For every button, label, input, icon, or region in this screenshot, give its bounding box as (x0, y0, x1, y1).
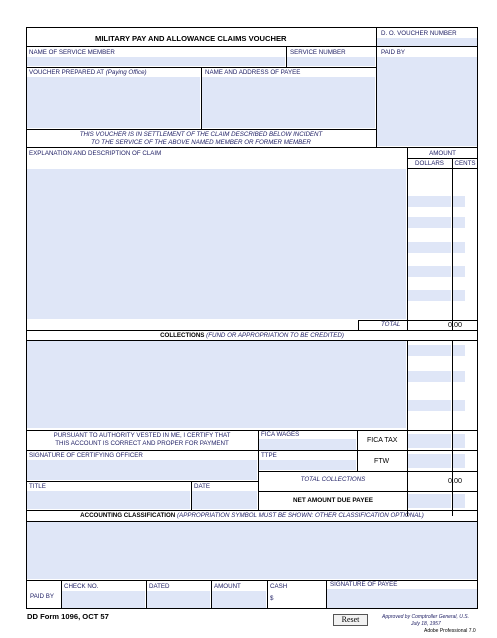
service-number-label: SERVICE NUMBER (290, 49, 346, 56)
amount-dollars-field-4[interactable] (408, 266, 451, 277)
divider (267, 580, 268, 609)
collections-field[interactable] (27, 341, 406, 428)
amount-bottom-label: AMOUNT (214, 583, 241, 590)
divider (26, 330, 478, 331)
date-label: DATE (194, 483, 211, 490)
title-field[interactable] (27, 491, 190, 509)
fica-tax-label: FICA TAX (367, 437, 398, 444)
check-no-label: CHECK NO. (64, 583, 99, 590)
certify-line2: THIS ACCOUNT IS CORRECT AND PROPER FOR PAYMENT (55, 440, 229, 447)
approved-line2: July 18, 1957 (411, 621, 441, 627)
settlement-statement-line1: THIS VOUCHER IS IN SETTLEMENT OF THE CLAIM DESCRIBED BELOW INCIDENT (79, 131, 323, 138)
reset-button[interactable]: Reset (333, 614, 368, 626)
accounting-note: (APPROPRIATION SYMBOL MUST BE SHOWN: OTHER CLASSIFICATION OPTIONAL) (177, 512, 424, 519)
divider (407, 340, 408, 516)
divider (26, 580, 478, 581)
amount-cents-field-3[interactable] (453, 242, 465, 253)
collection-cents-field-1[interactable] (453, 345, 465, 356)
service-member-name-label: NAME OF SERVICE MEMBER (29, 49, 115, 56)
fica-wages-label: FICA WAGES (261, 431, 300, 438)
dated-field[interactable] (147, 591, 210, 608)
divider (407, 168, 478, 169)
collection-dollars-field-1[interactable] (408, 345, 451, 356)
cents-header: CENTS (454, 160, 476, 167)
date-field[interactable] (192, 491, 257, 509)
form-id: DD Form 1096, OCT 57 (27, 612, 109, 621)
cash-label: CASH (270, 583, 288, 590)
collection-dollars-field-3[interactable] (408, 400, 451, 411)
do-voucher-number-field[interactable] (377, 38, 477, 46)
accounting-classification-field[interactable] (27, 522, 477, 579)
amount-dollars-field-2[interactable] (408, 217, 451, 228)
divider (258, 471, 478, 472)
total-value: 0.00 (448, 320, 462, 329)
settlement-statement-line2: TO THE SERVICE OF THE ABOVE NAMED MEMBER OR FORMER MEMBER (91, 139, 311, 146)
accounting-title: ACCOUNTING CLASSIFICATION (80, 512, 176, 519)
fica-wages-field[interactable] (259, 439, 356, 450)
voucher-prepared-at-field[interactable] (27, 77, 200, 128)
divider (452, 340, 453, 516)
divider (26, 510, 478, 511)
paying-office-note: (Paying Office) (105, 69, 147, 76)
divider (26, 147, 478, 148)
do-voucher-number-label: D. O. VOUCHER NUMBER (381, 30, 457, 37)
amount-dollars-field-1[interactable] (408, 196, 451, 207)
voucher-prepared-at-label (29, 70, 147, 76)
certify-line1: PURSUANT TO AUTHORITY VESTED IN ME, I CERTIFY THAT (53, 432, 231, 439)
amount-cents-field-5[interactable] (453, 290, 465, 301)
divider (358, 320, 359, 330)
collection-dollars-field-2[interactable] (408, 371, 451, 382)
amount-dollars-field-5[interactable] (408, 290, 451, 301)
service-number-field[interactable] (287, 57, 375, 66)
divider (26, 450, 478, 451)
paid-by-field[interactable] (377, 57, 477, 146)
collection-cents-field-3[interactable] (453, 400, 465, 411)
paid-by-label: PAID BY (381, 49, 405, 56)
net-amount-label: NET AMOUNT DUE PAYEE (292, 497, 373, 504)
cash-dollar-sign: $ (270, 595, 274, 602)
dollars-header: DOLLARS (415, 160, 444, 167)
collection-cents-field-2[interactable] (453, 371, 465, 382)
approved-line1: Approved by Comptroller General, U.S. (382, 614, 469, 620)
ftw-dollars-field[interactable] (408, 454, 451, 468)
collections-title: COLLECTIONS (160, 332, 205, 339)
collections-note: (FUND OR APPROPRIATION TO BE CREDITED) (206, 332, 344, 339)
title-label: TITLE (29, 483, 46, 490)
divider (26, 129, 376, 130)
certifying-officer-signature-field[interactable] (27, 460, 257, 480)
voucher-prepared-at-text: VOUCHER PREPARED AT (29, 69, 104, 76)
amount-header: AMOUNT (429, 150, 456, 157)
payee-signature-field[interactable] (327, 589, 477, 608)
divider (258, 491, 478, 492)
total-label: TOTAL (381, 321, 401, 328)
net-amount-dollars-field[interactable] (408, 494, 451, 508)
total-collections-value: 0.00 (448, 476, 462, 485)
total-collections-label: TOTAL COLLECTIONS (300, 476, 366, 483)
service-member-name-field[interactable] (27, 57, 285, 66)
certifying-officer-signature-label: SIGNATURE OF CERTIFYING OFFICER (29, 452, 143, 459)
fica-tax-dollars-field[interactable] (408, 434, 451, 448)
divider (376, 46, 478, 47)
form-title: MILITARY PAY AND ALLOWANCE CLAIMS VOUCHER (95, 34, 287, 43)
explanation-label: EXPLANATION AND DESCRIPTION OF CLAIM (29, 150, 162, 157)
check-no-field[interactable] (62, 591, 145, 608)
amount-bottom-field[interactable] (212, 591, 266, 608)
fica-tax-cents-field[interactable] (453, 434, 465, 448)
collections-header (26, 333, 478, 339)
amount-cents-field-1[interactable] (453, 196, 465, 207)
explanation-field[interactable] (27, 169, 406, 319)
accounting-header (26, 513, 478, 519)
paid-by-bottom-label: PAID BY (30, 593, 54, 600)
ttpe-field[interactable] (259, 460, 356, 470)
amount-dollars-field-3[interactable] (408, 242, 451, 253)
ftw-label: FTW (374, 458, 390, 465)
payee-name-address-field[interactable] (202, 77, 375, 128)
divider (26, 46, 376, 47)
payee-signature-label: SIGNATURE OF PAYEE (330, 581, 398, 588)
amount-cents-field-2[interactable] (453, 217, 465, 228)
adobe-version: Adobe Professional 7.0 (424, 628, 476, 634)
divider (26, 481, 258, 482)
payee-name-address-label: NAME AND ADDRESS OF PAYEE (205, 69, 301, 76)
ftw-cents-field[interactable] (453, 454, 465, 468)
divider (407, 158, 478, 159)
net-amount-cents-field[interactable] (453, 494, 465, 508)
divider (26, 430, 478, 431)
divider (407, 147, 408, 330)
ttpe-label: TTPE (261, 452, 277, 459)
amount-cents-field-4[interactable] (453, 266, 465, 277)
dated-label: DATED (149, 583, 170, 590)
